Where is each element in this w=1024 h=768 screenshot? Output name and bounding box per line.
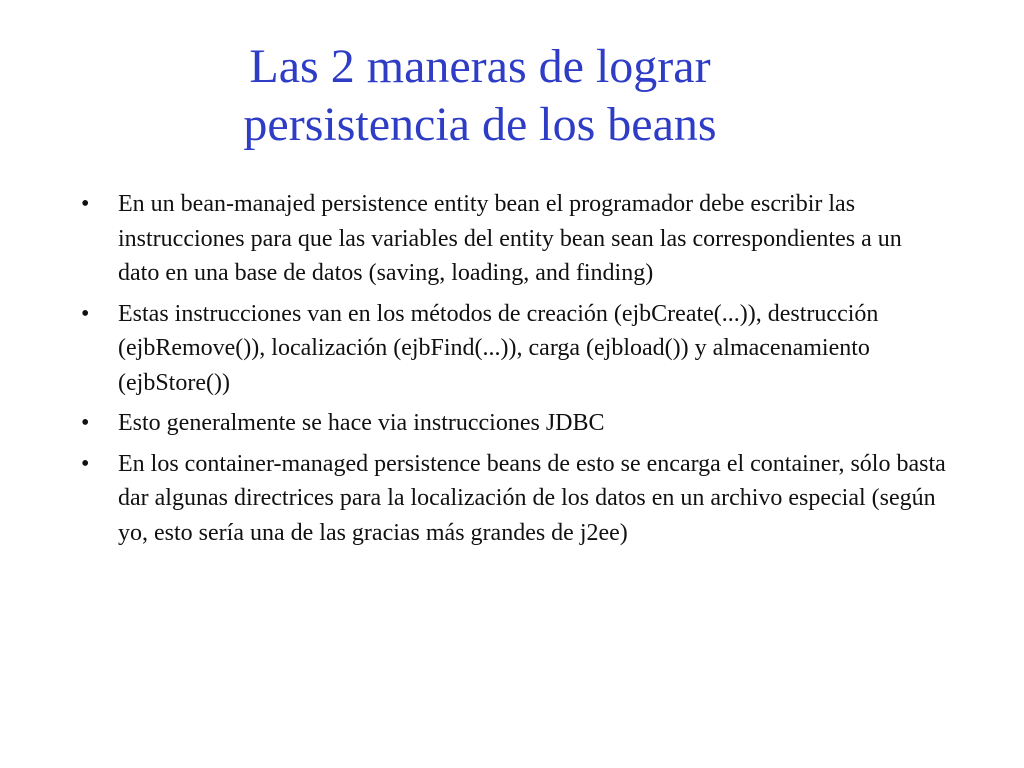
- bullet-text: En un bean-manajed persistence entity bean el programador debe escribir las instrucciones para que las variables del entity bean sean las correspondientes a un dato en una base de datos (saving, loading, and finding): [118, 191, 902, 286]
- bullet-item-2: [78, 297, 948, 401]
- bullet-item-4: [78, 447, 948, 551]
- bullet-list: [78, 187, 948, 556]
- slide-title-line-1: Las 2 maneras de lograr: [249, 40, 711, 93]
- bullet-dot-icon: •: [81, 450, 90, 477]
- bullet-item-3: [78, 406, 948, 441]
- bullet-dot-icon: •: [81, 191, 90, 217]
- bullet-text: Estas instrucciones van en los métodos de creación (ejbCreate(...)), destrucción (ejbRemove()), localización (ejbFind(...)), carga (ejbload()) y almacenamiento (ejbStore()): [118, 300, 879, 396]
- slide-title-line-2: persistencia de los beans: [243, 98, 717, 151]
- bullet-text: Esto generalmente se hace via instrucciones JDBC: [118, 410, 605, 436]
- bullet-item-1: [78, 187, 948, 291]
- bullet-text: En los container-managed persistence beans de esto se encarga el container, sólo basta dar algunas directrices para la localización de los datos en un archivo especial (según yo, esto sería una de las gracias más grandes de j2ee): [118, 450, 946, 546]
- bullet-dot-icon: •: [81, 300, 90, 327]
- bullet-dot-icon: •: [81, 410, 90, 436]
- slide-title: [120, 38, 840, 154]
